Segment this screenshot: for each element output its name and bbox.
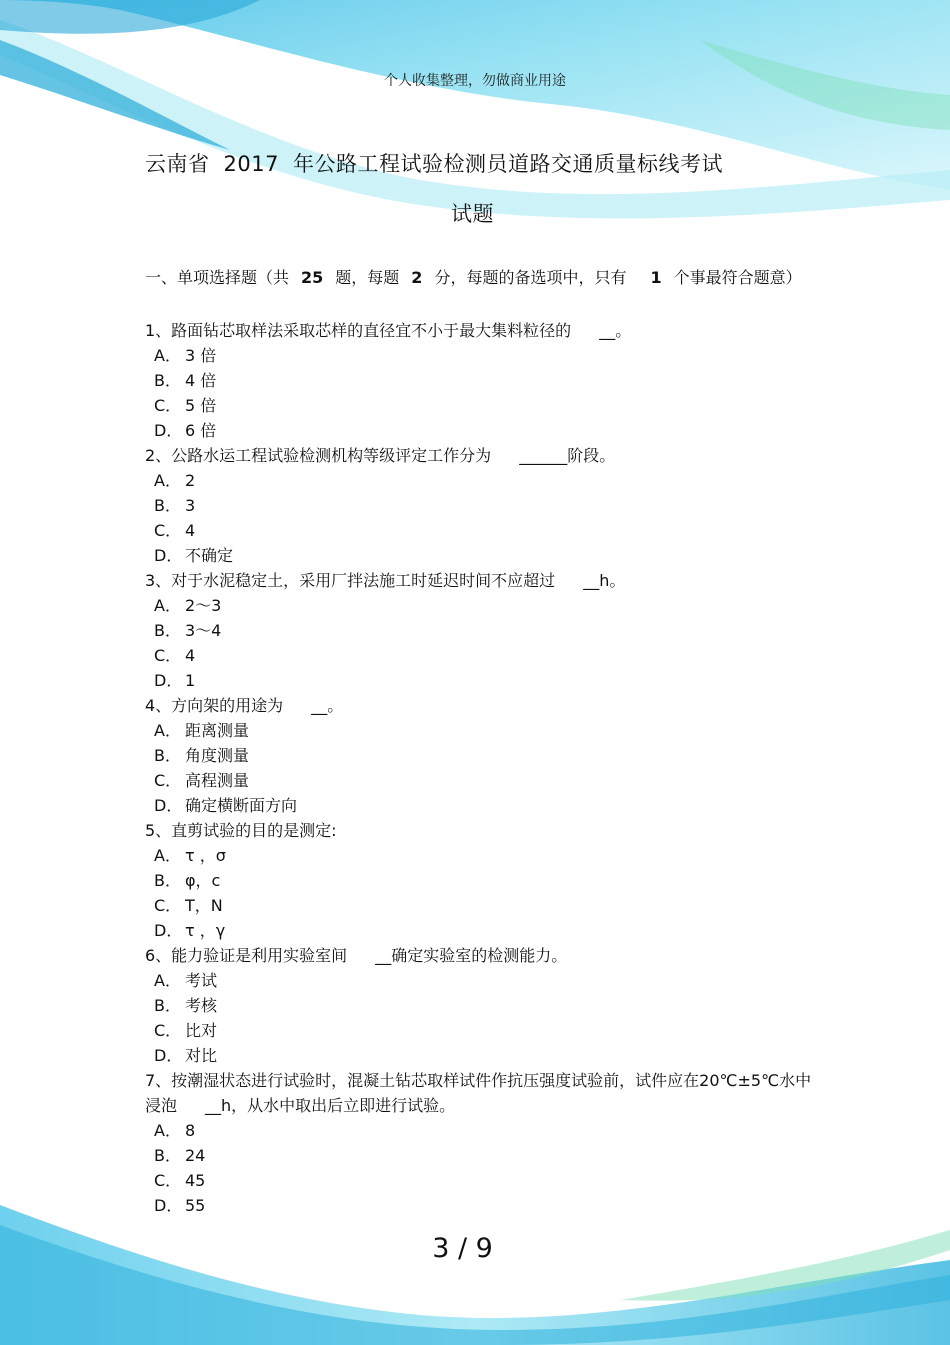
option-text: 考核 <box>185 996 218 1015</box>
option-key: C． <box>154 646 182 665</box>
option-text: 确定横断面方向 <box>185 796 298 815</box>
option-key: B． <box>154 746 181 765</box>
option-key: B． <box>154 1146 181 1165</box>
option-text: 角度测量 <box>185 746 250 765</box>
option-item <box>145 993 815 1018</box>
question-7 <box>145 1068 815 1118</box>
option-item <box>145 718 815 743</box>
question-1 <box>145 318 815 343</box>
option-item <box>145 368 815 393</box>
question-blank: __h，从水中取出后立即进行试验。 <box>205 1096 456 1115</box>
option-key: A． <box>154 471 181 490</box>
option-key: D． <box>154 1046 183 1065</box>
option-key: B． <box>154 871 181 890</box>
option-item <box>145 668 815 693</box>
section-text-3: 分，每题的备选项中，只有 <box>434 268 627 287</box>
option-item <box>145 1043 815 1068</box>
option-key: B． <box>154 996 181 1015</box>
option-item <box>145 1143 815 1168</box>
option-key: B． <box>154 371 181 390</box>
option-item <box>145 918 815 943</box>
option-text: τ ，σ <box>185 846 226 865</box>
option-text: 4 倍 <box>185 371 217 390</box>
option-text: 高程测量 <box>185 771 250 790</box>
option-text: 不确定 <box>185 546 234 565</box>
option-key: C． <box>154 771 182 790</box>
question-3 <box>145 568 815 593</box>
option-key: D． <box>154 546 183 565</box>
option-item <box>145 343 815 368</box>
option-item <box>145 868 815 893</box>
option-text: 1 <box>185 671 196 690</box>
option-item <box>145 593 815 618</box>
option-key: B． <box>154 621 181 640</box>
option-item <box>145 1168 815 1193</box>
option-key: A． <box>154 846 181 865</box>
option-item <box>145 468 815 493</box>
question-text: 7、按潮湿状态进行试验时，混凝土钻芯取样试件作抗压强度试验前，试件应在20℃±5℃水中浸泡 <box>145 1071 812 1115</box>
questions-container <box>145 318 815 1218</box>
option-item <box>145 768 815 793</box>
question-blank: __h。 <box>583 571 626 590</box>
question-list <box>145 266 815 1218</box>
question-2 <box>145 443 815 468</box>
section-question-count: 25 <box>301 268 324 287</box>
option-text: 55 <box>185 1196 206 1215</box>
option-key: B． <box>154 496 181 515</box>
option-key: A． <box>154 971 181 990</box>
option-text: T，N <box>185 896 223 915</box>
section-heading <box>145 266 815 314</box>
option-item <box>145 793 815 818</box>
option-text: τ ，γ <box>185 921 226 940</box>
question-text: 6、能力验证是利用实验室间 <box>145 946 348 965</box>
option-item <box>145 1193 815 1218</box>
watermark-text: 个人收集整理，勿做商业用途 <box>384 73 566 89</box>
question-text: 5、直剪试验的目的是测定: <box>145 821 337 840</box>
option-item <box>145 1118 815 1143</box>
document-title-line2: 试题 <box>451 202 494 226</box>
title-rest: 年公路工程试验检测员道路交通质量标线考试 <box>292 152 723 176</box>
question-blank: __。 <box>311 696 344 715</box>
question-text: 3、对于水泥稳定土，采用厂拌法施工时延迟时间不应超过 <box>145 571 556 590</box>
title-prefix: 云南省 <box>145 152 210 176</box>
option-item <box>145 643 815 668</box>
option-text: 2 <box>185 471 196 490</box>
option-text: 6 倍 <box>185 421 217 440</box>
option-text: 45 <box>185 1171 206 1190</box>
question-4 <box>145 693 815 718</box>
option-key: C． <box>154 896 182 915</box>
option-text: 3～4 <box>185 621 222 640</box>
question-6 <box>145 943 815 968</box>
document-title-line1 <box>145 148 805 178</box>
option-text: 24 <box>185 1146 206 1165</box>
option-text: 2～3 <box>185 596 222 615</box>
option-item <box>145 418 815 443</box>
question-blank: ______阶段。 <box>519 446 616 465</box>
option-item <box>145 743 815 768</box>
option-key: C． <box>154 1171 182 1190</box>
option-item <box>145 493 815 518</box>
question-5 <box>145 818 815 843</box>
option-text: 4 <box>185 646 196 665</box>
option-text: 5 倍 <box>185 396 217 415</box>
option-key: C． <box>154 396 182 415</box>
question-blank: __。 <box>599 321 632 340</box>
option-text: 3 <box>185 496 196 515</box>
option-key: D． <box>154 796 183 815</box>
option-item <box>145 843 815 868</box>
question-text: 4、方向架的用途为 <box>145 696 284 715</box>
option-key: A． <box>154 596 181 615</box>
section-text-1: 一、单项选择题（共 <box>145 268 290 287</box>
option-key: D． <box>154 1196 183 1215</box>
option-key: C． <box>154 521 182 540</box>
option-key: A． <box>154 1121 181 1140</box>
option-text: 距离测量 <box>185 721 250 740</box>
option-key: A． <box>154 346 181 365</box>
section-text-2: 题，每题 <box>335 268 400 287</box>
option-item <box>145 968 815 993</box>
option-item <box>145 618 815 643</box>
option-text: 4 <box>185 521 196 540</box>
section-text-4: 个事最符合题意） <box>673 268 802 287</box>
option-text: 考试 <box>185 971 218 990</box>
section-score: 2 <box>411 268 423 287</box>
option-key: A． <box>154 721 181 740</box>
option-text: 8 <box>185 1121 196 1140</box>
title-year: 2017 <box>223 152 279 176</box>
option-text: 对比 <box>185 1046 218 1065</box>
option-text: 3 倍 <box>185 346 217 365</box>
option-key: D． <box>154 421 183 440</box>
option-item <box>145 393 815 418</box>
section-only-count: 1 <box>650 268 662 287</box>
question-blank: __确定实验室的检测能力。 <box>375 946 568 965</box>
option-item <box>145 543 815 568</box>
option-key: C． <box>154 1021 182 1040</box>
question-text: 1、路面钻芯取样法采取芯样的直径宜不小于最大集料粒径的 <box>145 321 572 340</box>
page-number: 3 / 9 <box>432 1233 493 1264</box>
option-text: 比对 <box>185 1021 218 1040</box>
option-item <box>145 518 815 543</box>
question-text: 2、公路水运工程试验检测机构等级评定工作分为 <box>145 446 492 465</box>
option-text: φ，c <box>185 871 221 890</box>
option-item <box>145 893 815 918</box>
option-key: D． <box>154 921 183 940</box>
option-key: D． <box>154 671 183 690</box>
option-item <box>145 1018 815 1043</box>
